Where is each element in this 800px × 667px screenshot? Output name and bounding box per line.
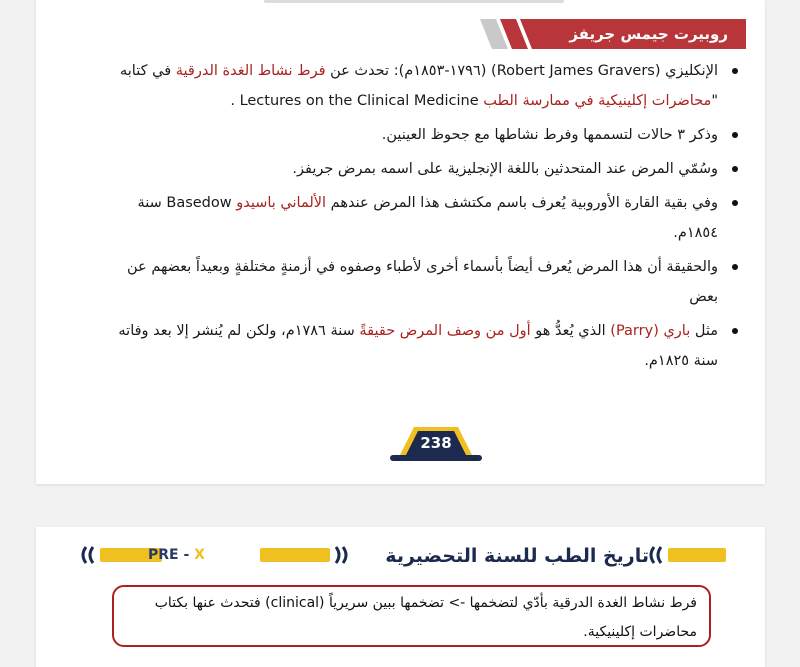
list-item (108, 252, 738, 312)
text: الإنكليزي (660, 63, 718, 79)
english-book-title: Lectures on the Clinical Medicine (239, 93, 479, 109)
annotation-text: فرط نشاط الغدة الدرقية بأدّي لتضخمها -> تضخمها ببين سريرياً (clinical) فتحدث عنها بكتاب محاضرات إكلينيكية. (154, 595, 697, 640)
logo-x-text: X (194, 547, 205, 563)
header-title: تاريخ الطب للسنة التحضيرية (385, 545, 649, 567)
highlight-text: أول من وصف المرض حقيقةً (359, 323, 531, 339)
highlight-text: فرط نشاط الغدة الدرقية (175, 63, 326, 79)
bullet-list (108, 56, 738, 380)
annotation-box (112, 585, 711, 647)
text: سنة ١٨٥٤م. (137, 195, 718, 241)
page-number-badge (390, 425, 482, 461)
text: سنة ١٧٨٦م، ولكن لم يُنشر إلا بعد وفاته سنة ١٨٢٥م. (118, 323, 718, 369)
page-top-bar (264, 0, 564, 3)
header-decoration-middle (258, 544, 350, 566)
english-name: Basedow (166, 195, 232, 211)
text: الذي يُعدُّ هو (530, 323, 611, 339)
list-item (108, 154, 738, 184)
list-item (108, 316, 738, 376)
section-title-ribbon (480, 19, 746, 49)
text: وفي بقية القارة الأوروبية يُعرف باسم مكتشف هذا المرض عندهم (326, 195, 718, 211)
pre-x-logo (148, 545, 256, 565)
highlight-text: باري (Parry) (610, 323, 691, 339)
list-item (108, 120, 738, 150)
text: والحقيقة أن هذا المرض يُعرف أيضاً بأسماء أخرى لأطباء وصفوه في أزمنةٍ مختلفةٍ وبعيداً بعضهم عن بعض (127, 259, 718, 305)
english-name: (Robert James Gravers) (491, 63, 661, 79)
list-item (108, 56, 738, 116)
page-header (36, 539, 765, 573)
text: مثل (690, 323, 718, 339)
document-page (36, 527, 765, 667)
highlight-text: محاضرات إكلينيكية في ممارسة الطب (483, 93, 712, 109)
text: في كتابه " (120, 63, 718, 109)
logo-pre-text: PRE - (148, 547, 195, 563)
highlight-text: الألماني باسيدو (236, 195, 327, 211)
text: وسُمّي المرض عند المتحدثين باللغة الإنجليزية على اسمه بمرض جريفز. (292, 161, 718, 177)
section-title: روبيرت جيمس جريفز (569, 25, 728, 43)
document-page (36, 0, 765, 484)
list-item (108, 188, 738, 248)
header-decoration-right (646, 544, 728, 566)
text: . (230, 93, 240, 109)
text: وذكر ٣ حالات لتسممها وفرط نشاطها مع جحوظ العينين. (381, 127, 718, 143)
page-number: 238 (420, 434, 452, 452)
text: (١٧٩٦-١٨٥٣م): تحدث عن (325, 63, 492, 79)
